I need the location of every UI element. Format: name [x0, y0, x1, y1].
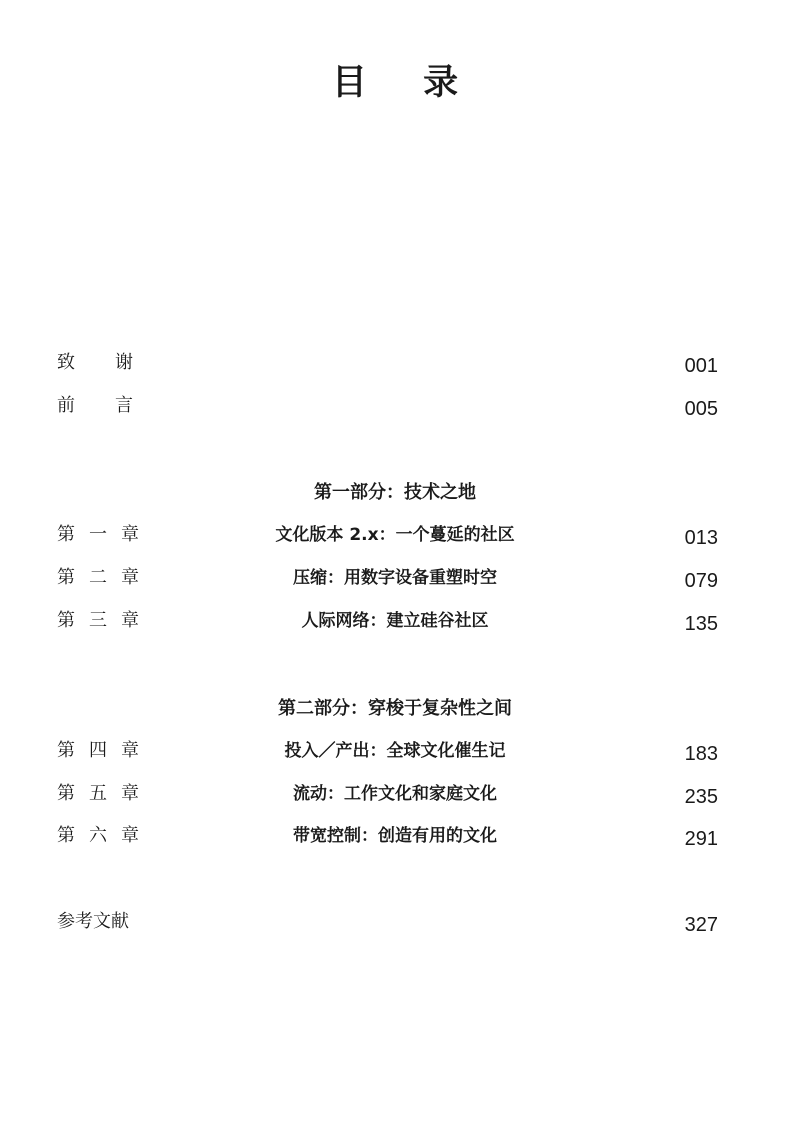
- chapter-label: 第四章: [57, 740, 153, 761]
- page-number: 001: [684, 355, 718, 377]
- page-number: 183: [684, 743, 718, 765]
- chapter-title: 带宽控制：创造有用的文化: [293, 826, 497, 846]
- chapter-title: 压缩：用数字设备重塑时空: [293, 568, 497, 588]
- part-heading-2: [0, 694, 790, 724]
- page-number: 327: [684, 914, 718, 936]
- entry-label: 前言: [57, 395, 173, 416]
- toc-entry-chapter-6[interactable]: [0, 821, 790, 851]
- toc-entry-preface[interactable]: [0, 391, 790, 421]
- part-heading: 第一部分：技术之地: [314, 482, 476, 503]
- part-heading: 第二部分：穿梭于复杂性之间: [278, 698, 512, 719]
- page-number: 291: [684, 828, 718, 850]
- toc-entry-chapter-2[interactable]: [0, 563, 790, 593]
- toc-entry-chapter-4[interactable]: [0, 736, 790, 766]
- chapter-label: 第二章: [57, 567, 153, 588]
- chapter-title: 投入／产出：全球文化催生记: [284, 741, 506, 761]
- page-number: 079: [684, 570, 718, 592]
- chapter-label: 第五章: [57, 783, 153, 804]
- part-heading-1: [0, 478, 790, 508]
- chapter-label: 第六章: [57, 825, 153, 846]
- chapter-label: 第一章: [57, 524, 153, 545]
- chapter-label: 第三章: [57, 610, 153, 631]
- chapter-title: 人际网络：建立硅谷社区: [301, 611, 489, 631]
- entry-label: 参考文献: [57, 911, 129, 932]
- toc-entry-acknowledgements[interactable]: [0, 348, 790, 378]
- toc-title: 目 录: [331, 63, 481, 103]
- entry-label: 致谢: [57, 352, 173, 373]
- toc-entry-chapter-5[interactable]: [0, 779, 790, 809]
- toc-entry-chapter-3[interactable]: [0, 606, 790, 636]
- toc-entry-chapter-1[interactable]: [0, 520, 790, 550]
- toc-entry-references[interactable]: [0, 907, 790, 937]
- page-number: 005: [684, 398, 718, 420]
- page-number: 135: [684, 613, 718, 635]
- chapter-title: 流动：工作文化和家庭文化: [293, 784, 497, 804]
- chapter-title: 文化版本 2.x：一个蔓延的社区: [275, 525, 515, 545]
- page-number: 013: [684, 527, 718, 549]
- page-number: 235: [684, 786, 718, 808]
